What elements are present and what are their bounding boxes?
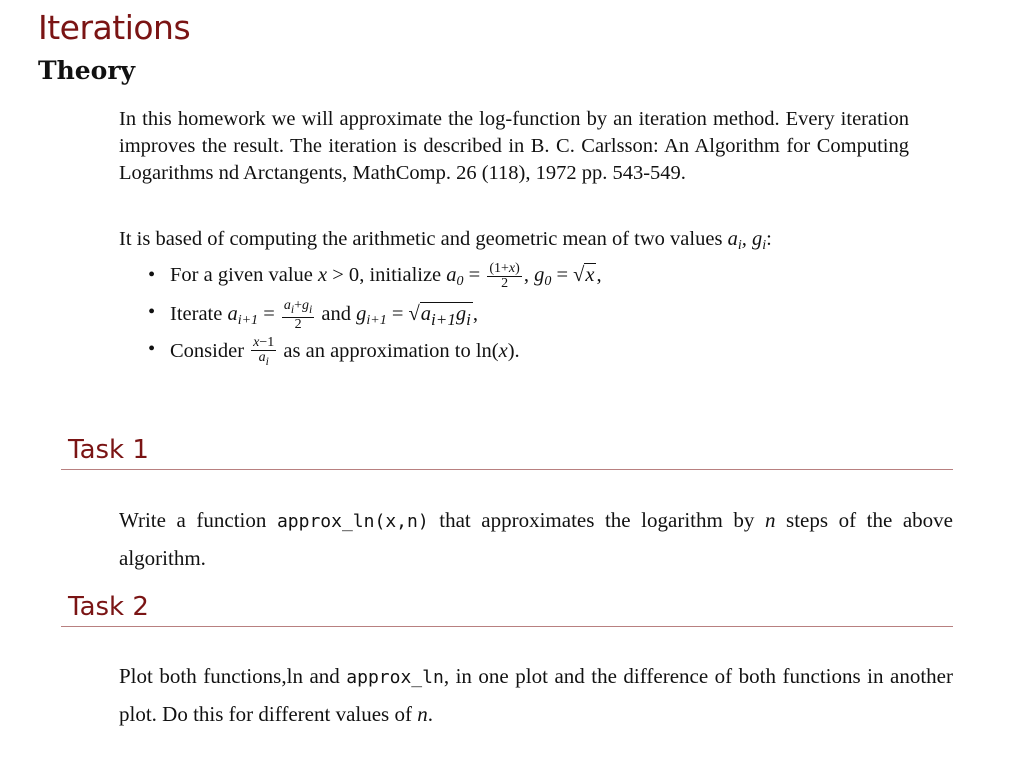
page-title: Iterations [38, 8, 191, 47]
bullet3-text: Consider [170, 340, 250, 363]
task2-code: approx_ln [346, 667, 444, 688]
bullet2-text: Iterate [170, 303, 228, 326]
math-ai-gi: $a_i$, $g_i$ [727, 228, 767, 253]
task1-title: Task 1 [68, 435, 149, 465]
bullet3-tail: as an approximation to [278, 340, 476, 363]
theory-paragraph-1: In this homework we will approximate the log-function by an iteration method. Every iteration improves the result. The iteration is described in B. C. Carlsson: An Algorithm for Computing Logarithms nd Arctangents, MathComp. 26 (118), 1972 pp. 543-549. [119, 108, 909, 184]
math-fraction-approx: $\frac{x-1}{a_i}$ [253, 335, 275, 368]
task1-text-before: Write a function [119, 508, 277, 532]
task2-text-end: . [427, 702, 433, 726]
section-subtitle-theory: Theory [38, 56, 136, 85]
task2-text [119, 658, 953, 732]
task1-n: n [764, 508, 776, 532]
theory-paragraph-2-text: It is based of computing the arithmetic and geometric mean of two values [119, 228, 728, 250]
task1-divider [61, 469, 953, 470]
bullet1-text: For a given value [170, 264, 319, 287]
theory-paragraph-2: It is based of computing the arithmetic and geometric mean of two values $a_i$, $g_i$: [119, 228, 772, 253]
task2-title: Task 2 [68, 592, 149, 622]
bullet1-init: , initialize [359, 264, 447, 287]
list-item-consider: • Consider $\frac{x-1}{a_i}$ as an approximation to ln(x). [148, 336, 602, 373]
task2-n: n [417, 702, 428, 726]
math-fraction-ai1: $\frac{a_i+g_i}{2}$ [283, 298, 313, 332]
task2-text-after: , in one plot and the difference of both functions in another plot. Do this for different values of [119, 664, 953, 726]
task1-text-after: that approximates the logarithm by [428, 508, 765, 532]
list-item-initialize: • For a given value x > 0, initialize $a_0$ = $\frac{(1+x)}{2}$ , $g_0 = √x$, [148, 262, 602, 299]
algorithm-bullet-list [148, 262, 602, 373]
list-item-iterate: • Iterate $a_{i+1}$ = $\frac{a_i+g_i}{2}$ and $g_{i+1} = √a_{i+1}g_i$, [148, 299, 602, 336]
math-fraction-a0: $\frac{(1+x)}{2}$ [489, 261, 520, 291]
bullet2-and: and [316, 303, 357, 326]
task2-divider [61, 626, 953, 627]
task2-text-before: Plot both functions,ln and [119, 664, 347, 688]
task1-text [119, 502, 953, 576]
task1-text-end: steps of the above algorithm. [119, 508, 953, 570]
task1-code: approx_ln(x,n) [276, 511, 429, 532]
